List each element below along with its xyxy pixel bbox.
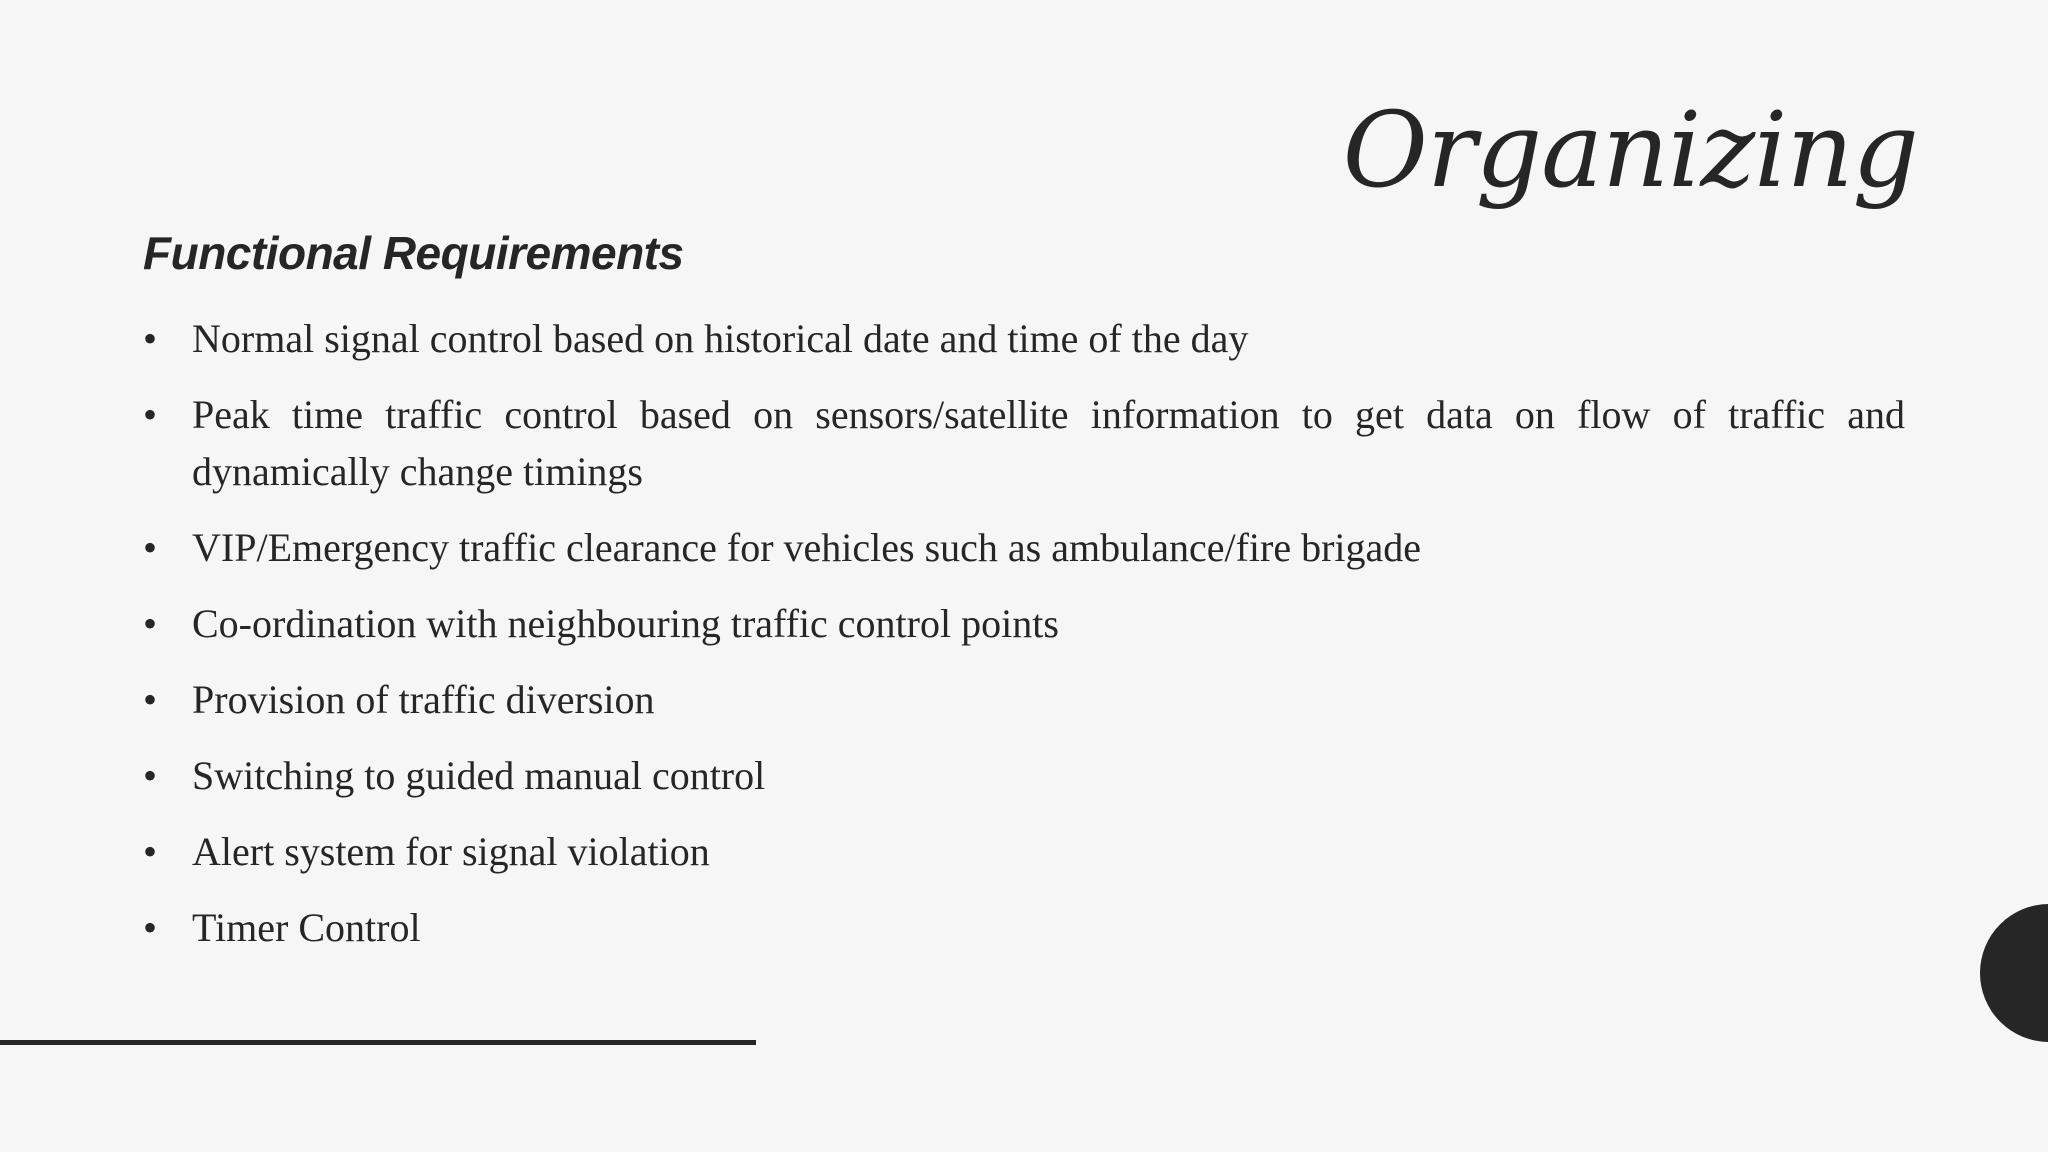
bullet-text: Peak time traffic control based on sensors/satellite information to get data on flow of traffic and dynamically change timings	[192, 392, 1905, 494]
bullet-item	[143, 386, 1905, 500]
decorative-divider	[0, 1040, 756, 1045]
bullet-item	[143, 519, 1905, 576]
bullet-item	[143, 310, 1905, 367]
bullet-marker: •	[143, 601, 158, 646]
bullet-text: Switching to guided manual control	[192, 753, 766, 798]
bullet-list	[143, 310, 1905, 975]
bullet-text: Alert system for signal violation	[192, 829, 710, 874]
bullet-item	[143, 671, 1905, 728]
bullet-marker: •	[143, 525, 158, 570]
bullet-text: Co-ordination with neighbouring traffic control points	[192, 601, 1059, 646]
bullet-text: Timer Control	[192, 905, 421, 950]
bullet-marker: •	[143, 677, 158, 722]
bullet-marker: •	[143, 905, 158, 950]
bullet-marker: •	[143, 829, 158, 874]
bullet-text: VIP/Emergency traffic clearance for vehicles such as ambulance/fire brigade	[192, 525, 1422, 570]
bullet-marker: •	[143, 316, 158, 361]
bullet-text: Normal signal control based on historical date and time of the day	[192, 316, 1249, 361]
bullet-marker: •	[143, 753, 158, 798]
bullet-item	[143, 595, 1905, 652]
bullet-marker: •	[143, 392, 158, 437]
slide-title: Organizing	[1342, 89, 1918, 211]
slide-subtitle: Functional Requirements	[143, 227, 684, 279]
bullet-item	[143, 747, 1905, 804]
bullet-item	[143, 823, 1905, 880]
bullet-text: Provision of traffic diversion	[192, 677, 655, 722]
bullet-item	[143, 899, 1905, 956]
decorative-circle	[1980, 904, 2048, 1042]
